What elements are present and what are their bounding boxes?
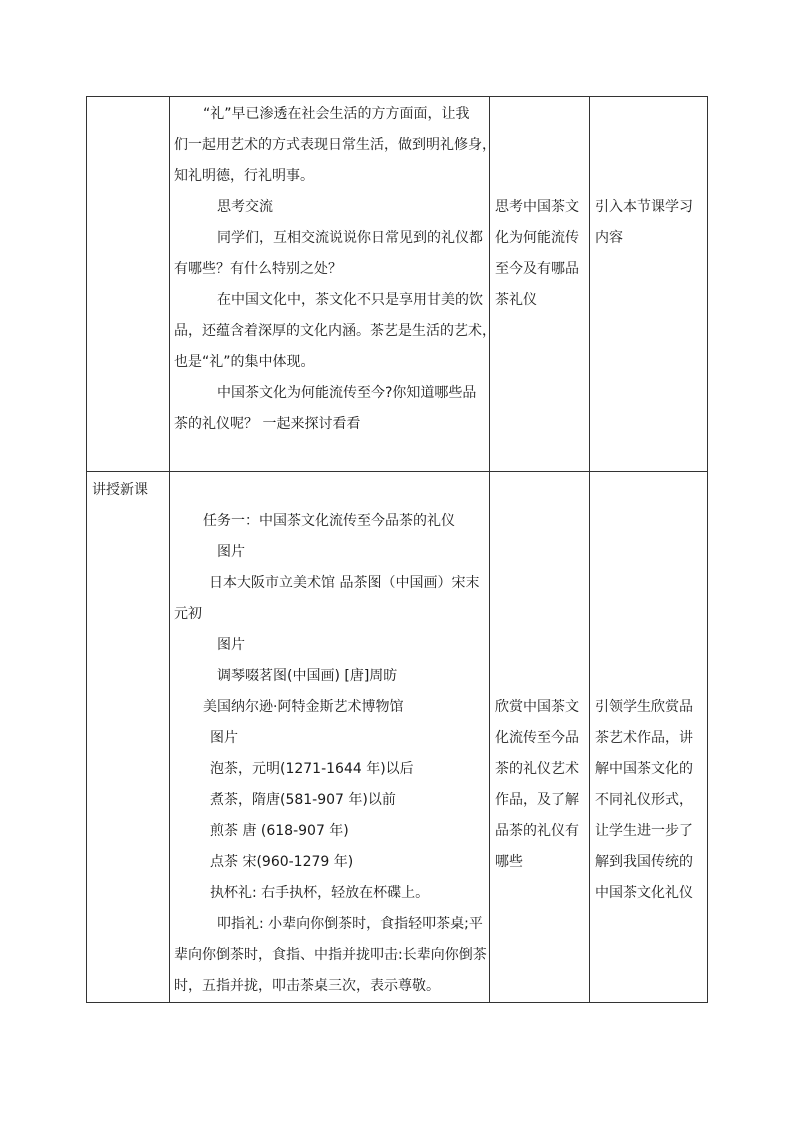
content-line: 元初 (174, 606, 202, 622)
content-line: 时，五指并拢，叩击茶桌三次，表示尊敬。 (174, 978, 440, 994)
image-placeholder-label: 图片 (217, 637, 245, 653)
content-line: 辈向你倒茶时，食指、中指并拢叩击:长辈向你倒茶 (174, 947, 487, 963)
student-line: 品茶的礼仪有 (495, 823, 579, 839)
content-line: 叩指礼: 小辈向你倒茶时，食指轻叩茶桌;平 (217, 916, 483, 932)
intent-line: 中国茶文化礼仪 (595, 885, 693, 901)
row-divider (87, 471, 707, 472)
student-line: 化为何能流传 (495, 230, 579, 246)
student-line: 哪些 (495, 854, 523, 870)
intent-line: 解到我国传统的 (595, 854, 693, 870)
intent-line: 让学生进一步了 (595, 823, 693, 839)
content-line: 也是“礼”的集中体现。 (174, 354, 315, 370)
content-line: 茶的礼仪呢？ 一起来探讨看看 (174, 416, 361, 432)
intent-line: 引领学生欣赏品 (595, 699, 693, 715)
intent-line: 茶艺术作品，讲 (595, 730, 693, 746)
content-line: 美国纳尔逊·阿特金斯艺术博物馆 (203, 699, 404, 715)
content-line: 执杯礼: 右手执杯，轻放在杯碟上。 (210, 885, 430, 901)
content-line: 们一起用艺术的方式表现日常生活，做到明礼修身， (174, 137, 496, 153)
student-line: 至今及有哪品 (495, 261, 579, 277)
column-divider (489, 97, 490, 1002)
student-line: 思考中国茶文 (495, 199, 579, 215)
student-line: 化流传至今品 (495, 730, 579, 746)
content-line: 点茶 宋(960-1279 年) (210, 854, 354, 870)
student-line: 欣赏中国茶文 (495, 699, 579, 715)
image-placeholder-label: 图片 (210, 730, 238, 746)
content-line: 煮茶，隋唐(581-907 年)以前 (210, 792, 396, 808)
content-line: 知礼明德，行礼明事。 (174, 168, 314, 184)
content-line: 同学们，互相交流说说你日常见到的礼仪都 (217, 230, 483, 246)
student-line: 茶礼仪 (495, 292, 537, 308)
content-line: 有哪些？有什么特别之处？ (174, 261, 342, 277)
stage-label: 讲授新课 (92, 482, 148, 498)
intent-line: 不同礼仪形式， (595, 792, 693, 808)
content-line: 品，还蕴含着深厚的文化内涵。茶艺是生活的艺术， (174, 323, 496, 339)
content-line: 煎茶 唐 (618-907 年) (210, 823, 349, 839)
section-heading: 思考交流 (217, 199, 273, 215)
column-divider (589, 97, 590, 1002)
column-divider (169, 97, 170, 1002)
student-line: 作品，及了解 (495, 792, 579, 808)
student-line: 茶的礼仪艺术 (495, 761, 579, 777)
content-line: 调琴啜茗图(中国画) [唐]周昉 (217, 668, 398, 684)
intent-line: 解中国茶文化的 (595, 761, 693, 777)
content-line: “礼”早已渗透在社会生活的方方面面，让我 (203, 106, 470, 122)
task-heading: 任务一：中国茶文化流传至今品茶的礼仪 (203, 513, 455, 529)
intent-line: 引入本节课学习 (595, 199, 693, 215)
content-line: 日本大阪市立美术馆 品茶图（中国画）宋末 (209, 575, 480, 591)
intent-line: 内容 (595, 230, 623, 246)
content-line: 中国茶文化为何能流传至今?你知道哪些品 (217, 385, 477, 401)
content-line: 在中国文化中，茶文化不只是享用甘美的饮 (217, 292, 483, 308)
content-line: 泡茶，元明(1271-1644 年)以后 (210, 761, 414, 777)
image-placeholder-label: 图片 (217, 544, 245, 560)
